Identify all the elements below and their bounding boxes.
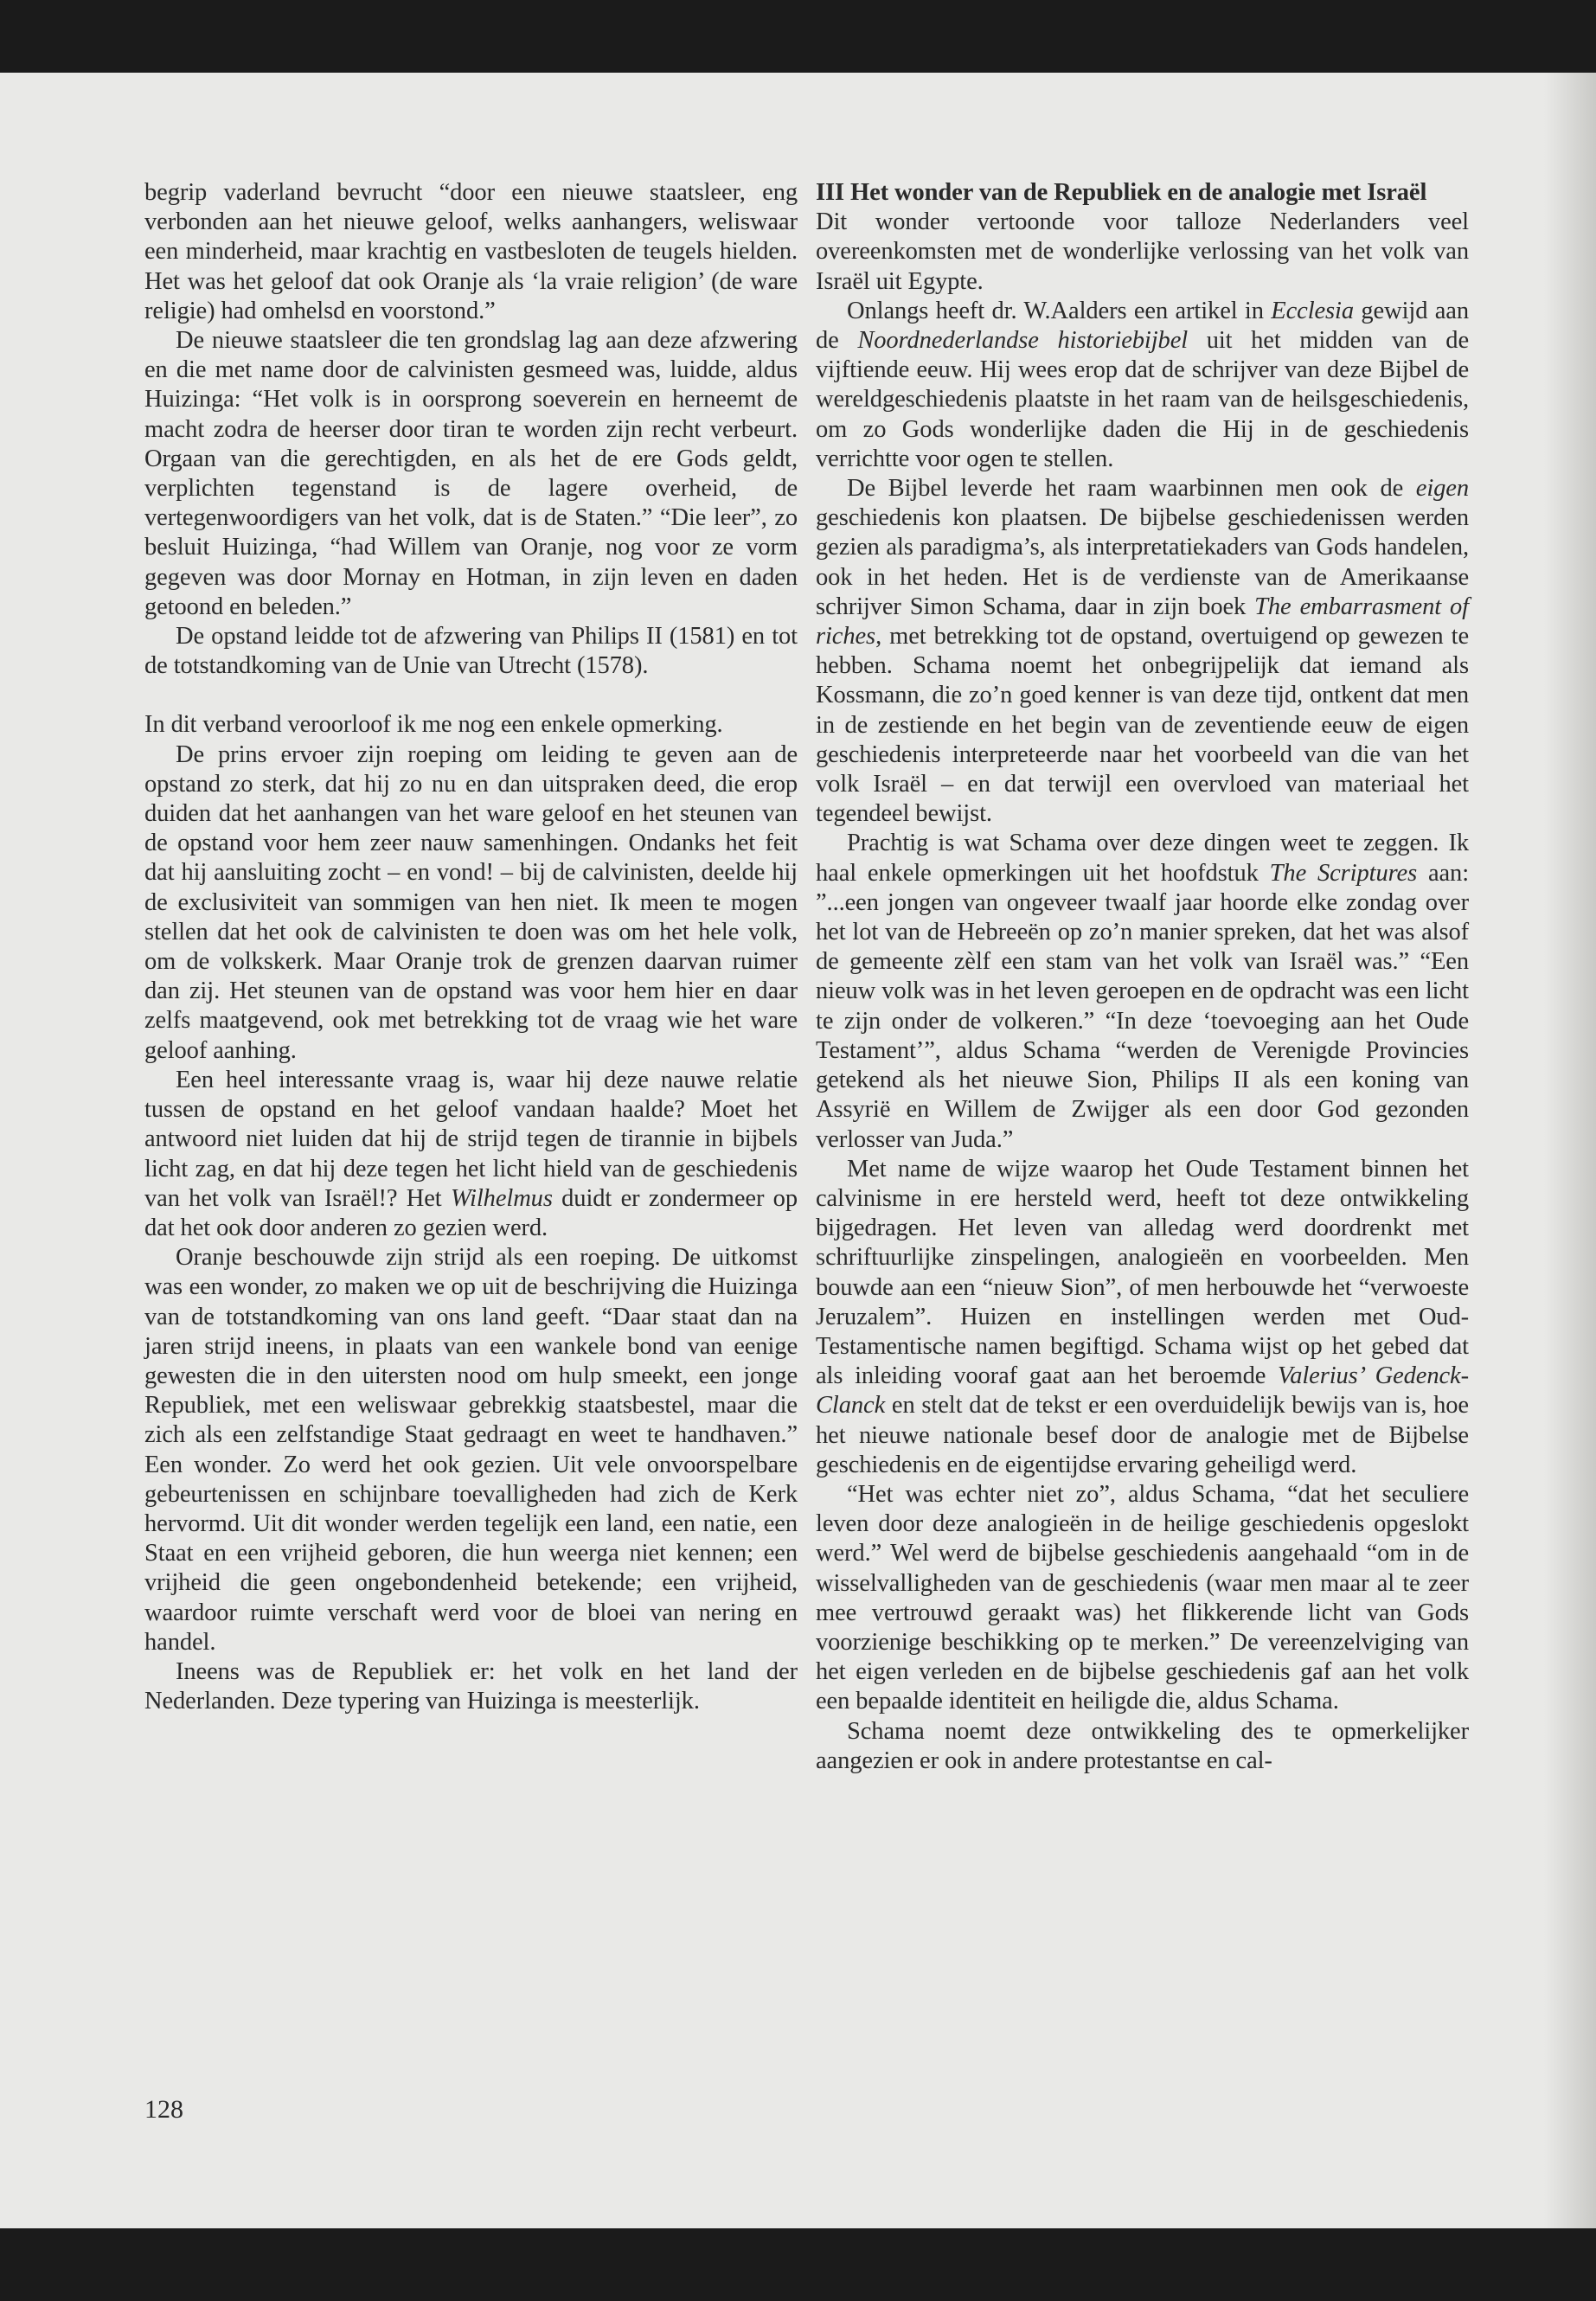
paragraph: Schama noemt deze ontwikkeling des te opmerkelijker aangezien er ook in andere protestantse en cal- bbox=[816, 1717, 1469, 1774]
text-run: , met betrekking tot de opstand, overtuigend op gewezen te hebben. Schama noemt het onbegrijpelijk dat iemand als Kossmann, die zo’n goed kenner is van deze tijd, ontkent dat men in de zestiende en het begin van de zeventiende eeuw de eigen geschiedenis interpreteerde naar het voorbeeld van die van het volk Israël – en dat terwijl een overvloed van materiaal het tegendeel bewijst. bbox=[816, 623, 1469, 828]
italic-title: Noordnederlandse historiebijbel bbox=[857, 327, 1189, 355]
section-heading: III Het wonder van de Republiek en de analogie met Israël bbox=[816, 179, 1427, 206]
document-page bbox=[0, 73, 1596, 2228]
italic-title: The embarrasment of riches bbox=[816, 593, 1469, 651]
italic-title: Valerius’ Gedenck- Clanck bbox=[816, 1362, 1469, 1420]
paragraph: De opstand leidde tot de afzwering van Philips II (1581) en tot de totstandkoming van de Unie van Utrecht (1578). bbox=[144, 623, 798, 680]
paragraph bbox=[144, 1066, 798, 1243]
right-column bbox=[816, 178, 1469, 1776]
paragraph: In dit verband veroorloof ik me nog een enkele opmerking. bbox=[144, 711, 723, 739]
paragraph: De nieuwe staatsleer die ten grondslag lag aan deze afzwering en die met name door de calvinisten gesmeed was, luidde, aldus Huizinga: “Het volk is in oorsprong soeverein en herneemt de macht zodra de heerser door tiran te worden zijn recht verbeurt. Orgaan van die gerechtigden, en als het de ere Gods geldt, verplichten tegenstand is de lagere overheid, de vertegenwoordigers van het volk, dat is de Staten.” “Die leer”, zo besluit Huizinga, “had Willem van Oranje, nog voor ze vorm gegeven was door Mornay en Hotman, in zijn leven en daden getoond en beleden.” bbox=[144, 327, 798, 620]
paragraph: begrip vaderland bevrucht “door een nieuwe staatsleer, eng verbonden aan het nieuwe geloof, welks aanhangers, weliswaar een minderheid, maar krachtig en vastbesloten de teugels hielden. Het was het geloof dat ook Oranje als ‘la vraie religion’ (de ware religie) had omhelsd en voorstond.” bbox=[144, 179, 798, 324]
page-edge-shadow bbox=[1544, 73, 1596, 2228]
italic-title: Wilhelmus bbox=[450, 1184, 553, 1212]
text-run: Met name de wijze waarop het Oude Testament binnen het calvinisme in ere hersteld werd, heeft tot deze ontwikkeling bijgedragen. Het leven van alledag werd doordrenkt met schriftuurlijke zinspelingen, analogieën en voorbeelden. Men bouwde aan een “nieuw Sion”, of men herbouwde het “verwoeste Jeruzalem”. Huizen en instellingen werden met Oud-Testamentische namen begiftigd. Schama wijst op het gebed dat als inleiding vooraf gaat aan het beroemde bbox=[816, 1155, 1469, 1390]
text-run: uit het midden van de vijftiende eeuw. Hij wees erop dat de schrijver van deze Bijbel de wereldgeschiedenis plaatste in het raam van de heilsgeschiedenis, om zo Gods wonderlijke daden die Hij in de geschiedenis verrichtte voor ogen te stellen. bbox=[816, 327, 1470, 472]
paragraph bbox=[816, 829, 1469, 1154]
text-run: gewijd aan de bbox=[816, 297, 1469, 355]
paragraph bbox=[816, 297, 1469, 474]
paragraph: “Het was echter niet zo”, aldus Schama, “dat het seculiere leven door deze analogieën in de heilige geschiedenis opgeslokt werd.” Wel werd de bijbelse geschiedenis aangehaald “om in de wisselvalligheden van de geschiedenis (waar men maar al te zeer mee vertrouwd geraakt was) het flikkerende licht van Gods voorzienige beschikking op te merken.” De vereenzelviging van het eigen verleden en de bijbelse geschiedenis gaf aan het volk een bepaalde identiteit en heiligde die, aldus Schama. bbox=[816, 1480, 1469, 1715]
text-run: De Bijbel leverde het raam waarbinnen men ook de bbox=[847, 475, 1416, 503]
text-run: geschiedenis kon plaatsen. De bijbelse geschiedenissen werden gezien als paradigma’s, als interpretatiekaders van Gods handelen, ook in het heden. Het is de verdienste van de Amerikaanse schrijver Simon Schama, daar in zijn boek bbox=[816, 504, 1469, 620]
paragraph: Oranje beschouwde zijn strijd als een roeping. De uitkomst was een wonder, zo maken we op uit de beschrijving die Huizinga van de totstandkoming van ons land geeft. “Daar staat dan na jaren strijd ineens, in plaats van een wankele bond van eenige gewesten die in den uitersten nood om hulp smeekt, een jonge Republiek, met een weliswaar gebrekkig staatsbestel, maar die zich als een zelfstandige Staat gedraagt en weet te handhaven.” Een wonder. Zo werd het ook gezien. Uit vele onvoorspelbare gebeurtenissen en schijnbare toevalligheden had zich de Kerk hervormd. Uit dit wonder werden tegelijk een land, een natie, een Staat en een vrijheid geboren, die hun weerga niet kennen; een vrijheid die geen ongebondenheid betekende; een vrijheid, waardoor ruimte verschaft werd voor de bloei van nering en handel. bbox=[144, 1244, 798, 1656]
paragraph bbox=[816, 474, 1469, 829]
text-run: duidt er zondermeer op dat het ook door anderen zo gezien werd. bbox=[144, 1184, 798, 1241]
text-run: Onlangs heeft dr. W.Aalders een artikel in bbox=[847, 297, 1272, 324]
text-run: Prachtig is wat Schama over deze dingen weet te zeggen. Ik haal enkele opmerkingen uit het hoofdstuk bbox=[816, 830, 1469, 887]
italic-title: Ecclesia bbox=[1271, 297, 1355, 324]
italic-word: eigen bbox=[1415, 475, 1469, 503]
text-run: Een heel interessante vraag is, waar hij deze nauwe relatie tussen de opstand en het geloof vandaan haalde? Moet het antwoord niet luiden dat hij de strijd tegen de tirannie in bijbels licht zag, en dat hij deze tegen het licht hield van de geschiedenis van het volk van Israël!? Het bbox=[144, 1066, 798, 1212]
paragraph: De prins ervoer zijn roeping om leiding te geven aan de opstand zo sterk, dat hij zo nu en dan uitspraken deed, die erop duiden dat het aanhangen van het ware geloof en het steunen van de opstand voor hem zeer nauw samenhingen. Ondanks het feit dat hij aansluiting zocht – en vond! – bij de calvinisten, deelde hij de exclusiviteit van sommigen van hen niet. Ik meen te mogen stellen dat het ook de calvinisten te doen was om het hele volk, om de volkskerk. Maar Oranje trok de grenzen daarvan ruimer dan zij. Het steunen van de opstand was voor hem hier en daar zelfs maatgevend, ook met betrekking tot de vraag wie het ware geloof aanhing. bbox=[144, 740, 798, 1064]
italic-title: The Scriptures bbox=[1269, 859, 1418, 887]
text-run: aan: ”...een jongen van ongeveer twaalf jaar hoorde elke zondag over het lot van de Hebreeën op zo’n manier spreken, dat het was alsof de gemeente zèlf een stam van het volk van Israël was.” “Een nieuw volk was in het leven geroepen en de opdracht was een licht te zijn onder de volkeren.” “In deze ‘toevoeging aan het Oude Testament’”, aldus Schama “werden de Verenigde Provincies getekend als het nieuwe Sion, Philips II als een koning van Assyrië en Willem de Zwijger als een door God gezonden verlosser van Juda.” bbox=[816, 859, 1470, 1153]
paragraph: Ineens was de Republiek er: het volk en het land der Nederlanden. Deze typering van Huizinga is meesterlijk. bbox=[144, 1657, 798, 1715]
text-run: en stelt dat de tekst er een overduidelijk bewijs van is, hoe het nieuwe nationale besef door de analogie met de Bijbelse geschiedenis en de eigentijdse ervaring geheiligd werd. bbox=[816, 1392, 1469, 1478]
left-column bbox=[144, 178, 798, 1716]
paragraph bbox=[816, 1155, 1469, 1480]
page-number: 128 bbox=[144, 2095, 183, 2124]
paragraph: Dit wonder vertoonde voor talloze Nederlanders veel overeenkomsten met de wonderlijke verlossing van het volk van Israël uit Egypte. bbox=[816, 208, 1469, 295]
